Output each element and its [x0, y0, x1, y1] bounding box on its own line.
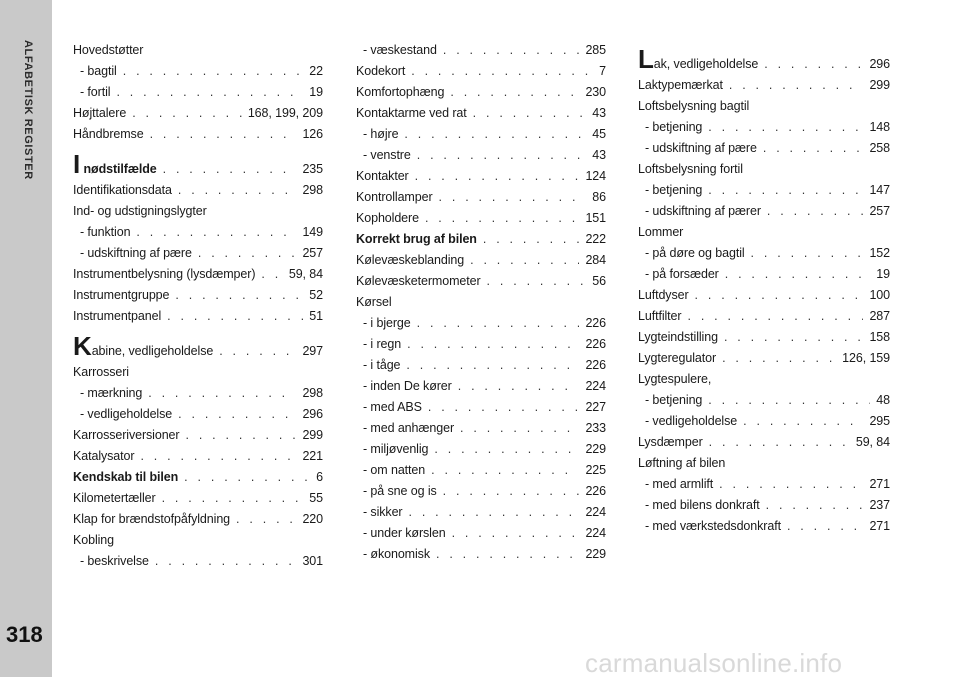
index-term: Kopholdere	[356, 211, 419, 225]
index-entry	[73, 124, 323, 145]
index-term: - funktion	[80, 225, 131, 239]
index-term: Kilometertæller	[73, 491, 156, 505]
index-entry	[638, 390, 890, 411]
leader-dots	[687, 306, 863, 327]
index-entry	[73, 306, 323, 327]
index-entry	[638, 516, 890, 537]
page-reference: 258	[869, 141, 890, 155]
index-entry	[356, 187, 606, 208]
index-entry	[356, 250, 606, 271]
leader-dots	[439, 187, 587, 208]
page-reference: 226	[585, 358, 606, 372]
index-column-1	[73, 40, 323, 572]
page-reference: 226	[585, 316, 606, 330]
index-entry	[356, 418, 606, 439]
index-term: Lygteindstilling	[638, 330, 718, 344]
index-term: - med anhænger	[363, 421, 455, 435]
leader-dots	[719, 474, 863, 495]
index-entry	[73, 243, 323, 264]
leader-dots	[428, 397, 580, 418]
page-reference: 224	[585, 379, 606, 393]
leader-dots	[236, 509, 296, 530]
index-entry	[638, 44, 890, 75]
index-term: Lommer	[638, 225, 684, 239]
leader-dots	[178, 404, 296, 425]
leader-dots	[136, 222, 296, 243]
index-term: - på forsæder	[645, 267, 719, 281]
index-entry	[356, 271, 606, 292]
leader-dots	[123, 61, 304, 82]
leader-dots	[443, 481, 580, 502]
index-entry	[638, 348, 890, 369]
index-entry	[638, 495, 890, 516]
index-term: - på døre og bagtil	[645, 246, 745, 260]
index-term: - med bilens donkraft	[645, 498, 760, 512]
index-entry	[73, 285, 323, 306]
index-term: Kølevæskeblanding	[356, 253, 465, 267]
index-entry	[356, 145, 606, 166]
page-reference: 6	[316, 470, 323, 484]
index-term: Løftning af bilen	[638, 456, 726, 470]
index-entry	[73, 103, 323, 124]
leader-dots	[415, 166, 580, 187]
index-term: Lygtespulere,	[638, 372, 712, 386]
index-entry	[73, 530, 323, 551]
index-entry	[638, 138, 890, 159]
page-reference: 224	[585, 526, 606, 540]
leader-dots	[175, 285, 303, 306]
page-reference: 225	[585, 463, 606, 477]
leader-dots	[184, 467, 310, 488]
leader-dots	[695, 285, 864, 306]
page-reference: 271	[869, 519, 890, 533]
index-term: - betjening	[645, 393, 703, 407]
index-entry	[73, 331, 323, 362]
leader-dots	[417, 313, 580, 334]
leader-dots	[764, 53, 863, 75]
sidebar-title: ALFABETISK REGISTER	[22, 40, 34, 180]
index-term: - sikker	[363, 505, 403, 519]
index-term: Højttalere	[73, 106, 127, 120]
index-entry	[638, 411, 890, 432]
index-term: Kontakter	[356, 169, 409, 183]
index-entry	[638, 75, 890, 96]
leader-dots	[167, 306, 303, 327]
page-reference: 19	[309, 85, 323, 99]
leader-dots	[434, 439, 579, 460]
index-entry	[73, 61, 323, 82]
index-term: - økonomisk	[363, 547, 430, 561]
index-entry	[638, 159, 890, 180]
index-entry	[356, 82, 606, 103]
index-entry	[356, 439, 606, 460]
leader-dots	[155, 551, 297, 572]
index-term: - inden De kører	[363, 379, 452, 393]
leader-dots	[150, 124, 297, 145]
leader-dots	[724, 327, 864, 348]
leader-dots	[431, 460, 579, 481]
index-entry	[356, 208, 606, 229]
index-term: - udskiftning af pærer	[645, 204, 761, 218]
index-entry	[356, 481, 606, 502]
index-entry	[356, 544, 606, 565]
index-entry	[356, 313, 606, 334]
page-reference: 152	[869, 246, 890, 260]
page-reference: 151	[585, 211, 606, 225]
leader-dots	[470, 250, 579, 271]
index-entry	[356, 460, 606, 481]
index-term: Ind- og udstigningslygter	[73, 204, 207, 218]
leader-dots	[460, 418, 579, 439]
page-reference: 297	[302, 344, 323, 358]
index-term: Kendskab til bilen	[73, 470, 179, 484]
leader-dots	[708, 180, 863, 201]
index-entry	[356, 355, 606, 376]
index-entry	[356, 376, 606, 397]
leader-dots	[148, 383, 296, 404]
index-entry	[356, 397, 606, 418]
page-reference: 271	[869, 477, 890, 491]
leader-dots	[411, 61, 593, 82]
index-entry	[356, 103, 606, 124]
index-term: Hovedstøtter	[73, 43, 144, 57]
page-reference: 298	[302, 183, 323, 197]
index-entry	[73, 509, 323, 530]
index-term: Instrumentpanel	[73, 309, 162, 323]
index-term-text: ak, vedligeholdelse	[653, 57, 759, 71]
index-entry	[73, 425, 323, 446]
leader-dots	[219, 340, 296, 362]
index-entry	[638, 264, 890, 285]
page-reference: 237	[869, 498, 890, 512]
page-reference: 126	[302, 127, 323, 141]
index-entry	[356, 61, 606, 82]
index-term: Kontrollamper	[356, 190, 433, 204]
leader-dots	[452, 523, 580, 544]
leader-dots	[487, 271, 587, 292]
index-column-3	[638, 40, 890, 537]
page-reference: 257	[869, 204, 890, 218]
page-reference: 285	[585, 43, 606, 57]
leader-dots	[132, 103, 242, 124]
page-reference: 220	[302, 512, 323, 526]
index-term: - mærkning	[80, 386, 143, 400]
leader-dots	[767, 201, 864, 222]
page-reference: 230	[585, 85, 606, 99]
page-reference: 298	[302, 386, 323, 400]
index-term: Karrosseriversioner	[73, 428, 180, 442]
leader-dots	[407, 334, 579, 355]
index-term: - med værkstedsdonkraft	[645, 519, 781, 533]
index-entry	[356, 502, 606, 523]
index-entry	[356, 523, 606, 544]
leader-dots	[185, 425, 296, 446]
leader-dots	[116, 82, 303, 103]
page-reference: 59, 84	[288, 267, 323, 281]
leader-dots	[417, 145, 587, 166]
page-reference: 124	[585, 169, 606, 183]
index-term: - i regn	[363, 337, 402, 351]
index-entry	[638, 285, 890, 306]
index-term	[638, 46, 758, 75]
page-reference: 295	[869, 414, 890, 428]
index-term: Klap for brændstofpåfyldning	[73, 512, 231, 526]
index-entry	[73, 446, 323, 467]
page-reference: 19	[876, 267, 890, 281]
leader-dots	[404, 124, 586, 145]
leader-dots	[787, 516, 863, 537]
page-reference: 284	[585, 253, 606, 267]
watermark: carmanualsonline.info	[585, 648, 843, 677]
index-term: Laktypemærkat	[638, 78, 723, 92]
index-entry	[73, 201, 323, 222]
page-reference: 7	[599, 64, 606, 78]
leader-dots	[729, 75, 864, 96]
index-term-text: abine, vedligeholdelse	[91, 344, 214, 358]
leader-dots	[473, 103, 587, 124]
index-term: - fortil	[80, 85, 111, 99]
page-number: 318	[6, 622, 43, 647]
index-entry	[638, 222, 890, 243]
index-entry	[73, 362, 323, 383]
index-term: - betjening	[645, 183, 703, 197]
page-reference: 235	[302, 162, 323, 176]
index-term: Instrumentbelysning (lysdæmper)	[73, 267, 256, 281]
index-term: Lygteregulator	[638, 351, 717, 365]
leader-dots	[483, 229, 580, 250]
leader-dots	[443, 40, 580, 61]
leader-dots	[709, 432, 850, 453]
page-reference: 301	[302, 554, 323, 568]
index-term: Komfortophæng	[356, 85, 445, 99]
index-term: Lysdæmper	[638, 435, 703, 449]
page-reference: 59, 84	[855, 435, 890, 449]
page-reference: 43	[592, 148, 606, 162]
index-entry	[638, 432, 890, 453]
index-column-2	[356, 40, 606, 565]
index-term: Kodekort	[356, 64, 406, 78]
index-entry	[638, 369, 890, 390]
index-term: Kobling	[73, 533, 114, 547]
index-entry	[73, 180, 323, 201]
index-entry	[638, 474, 890, 495]
index-term: - i tåge	[363, 358, 401, 372]
index-term: - højre	[363, 127, 399, 141]
section-letter: L	[638, 44, 654, 74]
page-reference: 126, 159	[842, 351, 890, 365]
index-term: - miljøvenlig	[363, 442, 429, 456]
index-entry	[73, 488, 323, 509]
index-term: Kontaktarme ved rat	[356, 106, 467, 120]
index-term: Loftsbelysning bagtil	[638, 99, 750, 113]
index-term: - under kørslen	[363, 526, 446, 540]
index-entry	[638, 327, 890, 348]
page-reference: 233	[585, 421, 606, 435]
index-term: - med ABS	[363, 400, 422, 414]
index-term-text: nødstilfælde	[80, 162, 157, 176]
page-reference: 226	[585, 484, 606, 498]
leader-dots	[763, 138, 864, 159]
index-term: - om natten	[363, 463, 426, 477]
index-entry	[73, 222, 323, 243]
index-term: - vedligeholdelse	[645, 414, 738, 428]
index-entry	[73, 404, 323, 425]
index-term: Håndbremse	[73, 127, 144, 141]
page-reference: 226	[585, 337, 606, 351]
index-entry	[638, 453, 890, 474]
index-entry	[638, 117, 890, 138]
page-reference: 221	[302, 449, 323, 463]
index-term: Karrosseri	[73, 365, 129, 379]
index-entry	[356, 334, 606, 355]
leader-dots	[725, 264, 871, 285]
leader-dots	[198, 243, 297, 264]
index-term: Korrekt brug af bilen	[356, 232, 477, 246]
page-reference: 100	[869, 288, 890, 302]
leader-dots	[722, 348, 836, 369]
page-reference: 222	[585, 232, 606, 246]
leader-dots	[458, 376, 580, 397]
index-term: - væskestand	[363, 43, 437, 57]
index-term: Kølevæsketermometer	[356, 274, 481, 288]
leader-dots	[406, 355, 579, 376]
index-term: - i bjerge	[363, 316, 411, 330]
index-term: Luftfilter	[638, 309, 682, 323]
page-reference: 148	[869, 120, 890, 134]
index-entry	[356, 229, 606, 250]
page-reference: 257	[302, 246, 323, 260]
leader-dots	[436, 544, 579, 565]
leader-dots	[162, 488, 304, 509]
index-entry	[73, 383, 323, 404]
sidebar	[0, 0, 52, 677]
page-reference: 43	[592, 106, 606, 120]
page-reference: 149	[302, 225, 323, 239]
leader-dots	[766, 495, 864, 516]
page-reference: 229	[585, 442, 606, 456]
index-entry	[73, 264, 323, 285]
section-letter: K	[73, 331, 92, 361]
page-reference: 158	[869, 330, 890, 344]
index-entry	[638, 243, 890, 264]
index-term: - venstre	[363, 148, 411, 162]
index-entry	[356, 166, 606, 187]
index-term: - beskrivelse	[80, 554, 149, 568]
index-entry	[73, 82, 323, 103]
page-reference: 296	[302, 407, 323, 421]
page-reference: 287	[869, 309, 890, 323]
page-reference: 48	[876, 393, 890, 407]
index-entry	[356, 292, 606, 313]
index-term: Kørsel	[356, 295, 392, 309]
index-term: - på sne og is	[363, 484, 437, 498]
leader-dots	[708, 117, 863, 138]
leader-dots	[743, 411, 863, 432]
index-term: Katalysator	[73, 449, 135, 463]
index-term: - betjening	[645, 120, 703, 134]
page-reference: 51	[309, 309, 323, 323]
index-entry	[638, 180, 890, 201]
index-entry	[638, 96, 890, 117]
leader-dots	[261, 264, 282, 285]
index-term	[73, 151, 157, 180]
leader-dots	[751, 243, 864, 264]
leader-dots	[450, 82, 579, 103]
index-entry	[356, 124, 606, 145]
page-reference: 55	[309, 491, 323, 505]
leader-dots	[163, 158, 297, 180]
page-reference: 229	[585, 547, 606, 561]
index-entry	[638, 201, 890, 222]
page-reference: 299	[869, 78, 890, 92]
index-term: - med armlift	[645, 477, 714, 491]
leader-dots	[140, 446, 296, 467]
index-term: - udskiftning af pære	[645, 141, 757, 155]
leader-dots	[408, 502, 579, 523]
index-entry	[73, 467, 323, 488]
index-entry	[356, 40, 606, 61]
leader-dots	[708, 390, 870, 411]
page-reference: 86	[592, 190, 606, 204]
page-reference: 168, 199, 209	[247, 106, 323, 120]
index-term: Loftsbelysning fortil	[638, 162, 743, 176]
index-term: - vedligeholdelse	[80, 407, 173, 421]
index-term: - udskiftning af pære	[80, 246, 192, 260]
index-entry	[73, 40, 323, 61]
page-reference: 147	[869, 183, 890, 197]
index-term: - bagtil	[80, 64, 117, 78]
page-reference: 22	[309, 64, 323, 78]
index-term: Identifikationsdata	[73, 183, 172, 197]
page-reference: 227	[585, 400, 606, 414]
leader-dots	[178, 180, 297, 201]
index-term	[73, 333, 213, 362]
index-entry	[73, 149, 323, 180]
page-reference: 56	[592, 274, 606, 288]
page-reference: 52	[309, 288, 323, 302]
index-entry	[73, 551, 323, 572]
page-reference: 45	[592, 127, 606, 141]
index-term: Instrumentgruppe	[73, 288, 170, 302]
index-term: Luftdyser	[638, 288, 689, 302]
page-reference: 296	[869, 57, 890, 71]
page-reference: 299	[302, 428, 323, 442]
leader-dots	[425, 208, 579, 229]
index-entry	[638, 306, 890, 327]
page-reference: 224	[585, 505, 606, 519]
section-letter: I	[73, 149, 81, 179]
